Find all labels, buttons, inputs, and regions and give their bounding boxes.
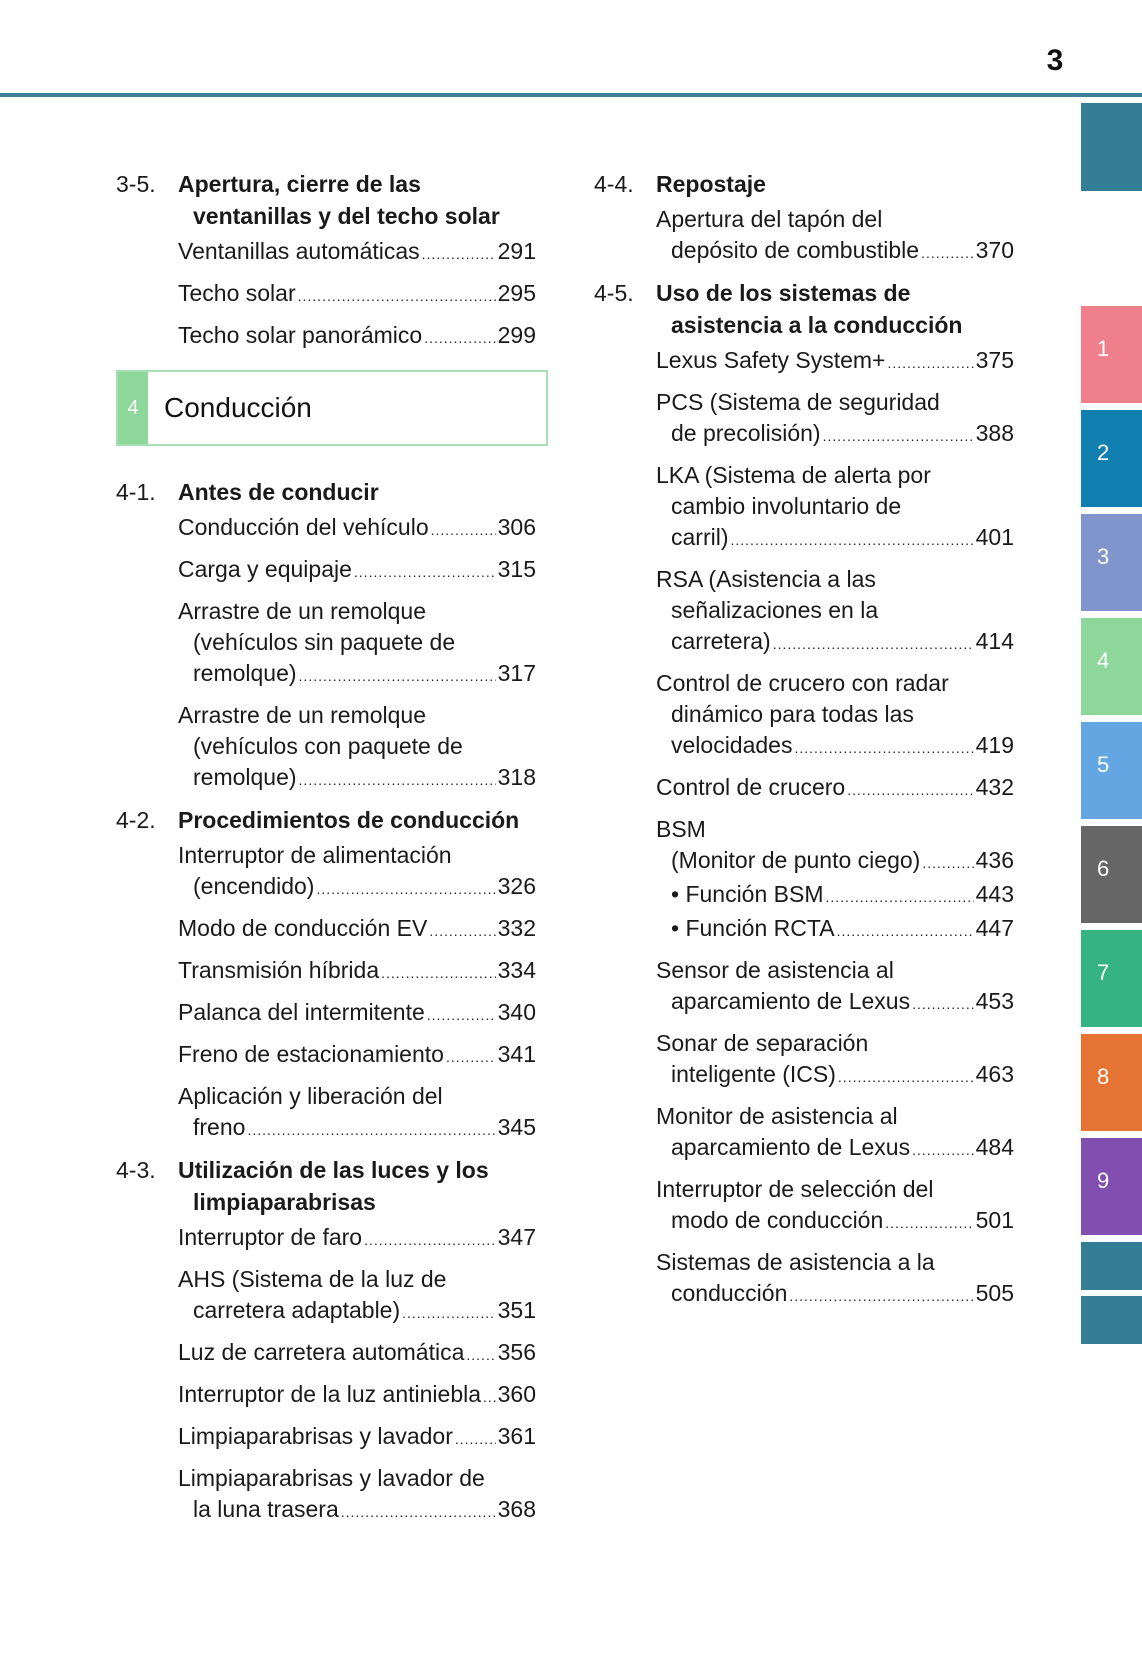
toc-entry[interactable]: Arrastre de un remolque (vehículos con paquete de remolque) ..... 318	[178, 700, 536, 796]
chapter-tab-9[interactable]: 9	[1081, 1138, 1142, 1235]
chapter-tab-4[interactable]: 4	[1081, 618, 1142, 715]
toc-entry[interactable]: RSA (Asistencia a las señalizaciones en la carretera) ..... 414	[656, 564, 1014, 660]
chapter-tab-7[interactable]: 7	[1081, 930, 1142, 1027]
chapter-tab-6[interactable]: 6	[1081, 826, 1142, 923]
toc-entry[interactable]: Interruptor de alimentación (encendido) ..... 326	[178, 840, 536, 905]
chapter-header-box[interactable]	[116, 370, 548, 446]
header-rule	[0, 93, 1142, 97]
toc-entry[interactable]: Interruptor de faro ..... 347	[178, 1222, 536, 1256]
page-ref: 295	[497, 280, 536, 306]
toc-entry[interactable]: Conducción del vehículo ..... 306	[178, 512, 536, 546]
toc-entry[interactable]: Control de crucero con radar dinámico para todas las velocidades ..... 419	[656, 668, 1014, 764]
toc-entry[interactable]: BSM (Monitor de punto ciego) ..... 436 • Función BSM ..... 443 • Función RCTA ..... 447	[656, 814, 1014, 947]
toc-entry[interactable]: Palanca del intermitente ..... 340	[178, 997, 536, 1031]
chapter-tab-3[interactable]: 3	[1081, 514, 1142, 611]
toc-entry[interactable]: Techo solar panorámico ..... 299	[178, 320, 536, 354]
toc-entry[interactable]: Arrastre de un remolque (vehículos sin paquete de remolque) ..... 317	[178, 596, 536, 692]
toc-entry[interactable]: PCS (Sistema de seguridad de precolisión) ..... 388	[656, 387, 1014, 452]
section-heading-3-5[interactable]: 3-5. Apertura, cierre de las ventanillas y del techo solar	[116, 171, 500, 229]
toc-entry[interactable]: Freno de estacionamiento ..... 341	[178, 1039, 536, 1073]
chapter-tab-8[interactable]: 8	[1081, 1034, 1142, 1131]
chapter-number-badge: 4	[118, 372, 148, 444]
toc-entry[interactable]: Interruptor de selección del modo de conducción ..... 501	[656, 1174, 1014, 1239]
toc-entry[interactable]: AHS (Sistema de la luz de carretera adaptable) ..... 351	[178, 1264, 536, 1329]
toc-entry[interactable]: Transmisión híbrida ..... 334	[178, 955, 536, 989]
page-ref: 299	[497, 322, 536, 348]
leader-dots	[424, 323, 495, 354]
section-heading-4-3[interactable]: 4-3. Utilización de las luces y los limpiaparabrisas	[116, 1157, 489, 1215]
toc-entry[interactable]: Monitor de asistencia al aparcamiento de Lexus ..... 484	[656, 1101, 1014, 1166]
toc-entry[interactable]: LKA (Sistema de alerta por cambio involuntario de carril) ..... 401	[656, 460, 1014, 556]
leader-dots	[422, 239, 496, 270]
page-ref: 291	[497, 238, 536, 264]
toc-entry[interactable]: Modo de conducción EV ..... 332	[178, 913, 536, 947]
chapter-tab[interactable]	[1081, 103, 1142, 191]
chapter-title: Conducción	[164, 392, 312, 423]
chapter-tab[interactable]	[1081, 1296, 1142, 1344]
leader-dots	[298, 281, 496, 312]
chapter-tab-2[interactable]: 2	[1081, 410, 1142, 507]
toc-entry[interactable]: Techo solar ..... 295	[178, 278, 536, 312]
toc-entry[interactable]: Interruptor de la luz antiniebla ..... 360	[178, 1379, 536, 1413]
toc-entry[interactable]: Sistemas de asistencia a la conducción ..... 505	[656, 1247, 1014, 1312]
section-heading-4-1[interactable]: 4-1. Antes de conducir	[116, 479, 379, 505]
toc-entry[interactable]: Control de crucero ..... 432	[656, 772, 1014, 806]
toc-subentry[interactable]: • Función RCTA ..... 447	[656, 913, 1014, 947]
chapter-tab[interactable]	[1081, 1242, 1142, 1290]
toc-entry[interactable]: Luz de carretera automática ..... 356	[178, 1337, 536, 1371]
toc-subentry[interactable]: • Función BSM ..... 443	[656, 879, 1014, 913]
page-number: 3	[1046, 44, 1064, 77]
toc-entry[interactable]: Ventanillas automáticas ..... 291	[178, 236, 536, 270]
toc-entry[interactable]: Sonar de separación inteligente (ICS) ..... 463	[656, 1028, 1014, 1093]
toc-entry[interactable]: Sensor de asistencia al aparcamiento de Lexus ..... 453	[656, 955, 1014, 1020]
toc-entry[interactable]: Carga y equipaje ..... 315	[178, 554, 536, 588]
section-heading-4-5[interactable]: 4-5. Uso de los sistemas de asistencia a la conducción	[594, 280, 963, 338]
chapter-tab-1[interactable]: 1	[1081, 306, 1142, 403]
toc-entry[interactable]: Lexus Safety System+ ..... 375	[656, 345, 1014, 379]
toc-entry[interactable]: Aplicación y liberación del freno ..... 345	[178, 1081, 536, 1146]
toc-right-column	[594, 160, 1014, 1320]
toc-entry[interactable]: Apertura del tapón del depósito de combustible ..... 370	[656, 204, 1014, 269]
toc-entry[interactable]: Limpiaparabrisas y lavador ..... 361	[178, 1421, 536, 1455]
toc-left-column	[116, 160, 536, 1536]
toc-entry[interactable]: Limpiaparabrisas y lavador de la luna trasera ..... 368	[178, 1463, 536, 1528]
chapter-tab-5[interactable]: 5	[1081, 722, 1142, 819]
section-heading-4-2[interactable]: 4-2. Procedimientos de conducción	[116, 807, 520, 833]
section-heading-4-4[interactable]: 4-4. Repostaje	[594, 171, 766, 197]
